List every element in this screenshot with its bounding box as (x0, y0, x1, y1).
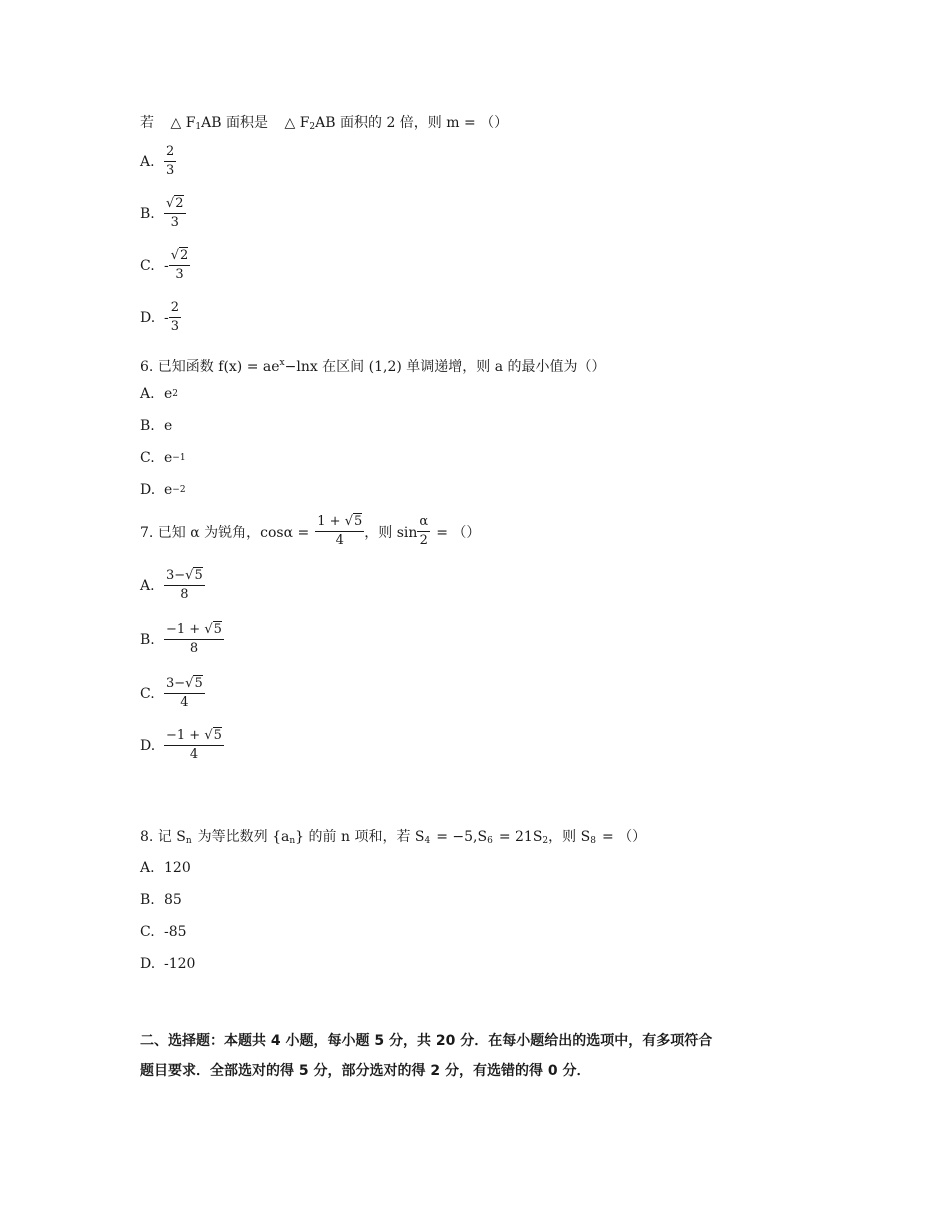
q7-stem: 7. 已知 α 为锐角，cosα = $\frac{1 + √5}{4}$ ，则 sin $\frac{\alpha}{2}$ = （） (140, 514, 481, 548)
q6-option-b[interactable]: B. e (140, 418, 173, 434)
q5-stem: 若 △ $F_1AB$ 面积是 △ $F_2AB$ 面积的 2 倍，则 m = （） (140, 115, 509, 132)
q6-option-d[interactable]: D. e −2 (140, 482, 186, 498)
q7-option-b[interactable]: B. $\frac{-1 + √5}{8}$ (140, 622, 222, 656)
fraction: $\frac{3-√5}{8}$ (166, 568, 203, 602)
q8-option-c[interactable]: C. -85 (140, 924, 187, 940)
section-2-heading-line1: 二、选择题：本题共 4 小题，每小题 5 分，共 20 分．在每小题给出的选项中，有多项符合 (140, 1033, 713, 1049)
section-2-heading-line2: 题目要求．全部选对的得 5 分，部分选对的得 2 分，有选错的得 0 分． (140, 1063, 591, 1079)
fraction: $\frac{1 + √5}{4}$ (317, 514, 363, 548)
q8-stem: 8. 记 $S_n$ 为等比数列 $\{a_n\}$ 的前 n 项和，若 $S_4 = -5,S_6 = 21S_2$，则 $S_8$ = （） (140, 829, 647, 846)
triangle-icon: △ (284, 115, 296, 131)
fraction: $\frac{√2}{3}$ (170, 248, 189, 282)
fraction: $\frac{\alpha}{2}$ (419, 514, 429, 548)
q5-option-c[interactable]: C. - $\frac{√2}{3}$ (140, 248, 189, 282)
q8-option-d[interactable]: D. -120 (140, 956, 196, 972)
q6-stem: 6. 已知函数 $f(x) = ae^x-\ln x$ 在区间 (1,2) 单调递增，则 a 的最小值为（） (140, 358, 606, 375)
q6-option-a[interactable]: A. e 2 (140, 386, 179, 402)
fraction: $\frac{-1 + √5}{8}$ (166, 622, 222, 656)
q7-option-d[interactable]: D. $\frac{-1 + √5}{4}$ (140, 728, 222, 762)
q8-option-b[interactable]: B. 85 (140, 892, 182, 908)
fraction: $\frac{-1 + √5}{4}$ (166, 728, 222, 762)
q5-option-d[interactable]: D. - $\frac{2}{3}$ (140, 300, 180, 334)
triangle-icon: △ (170, 115, 182, 131)
fraction: $\frac{3-√5}{4}$ (166, 676, 203, 710)
q6-option-c[interactable]: C. e −1 (140, 450, 186, 466)
fraction: $\frac{√2}{3}$ (166, 196, 184, 230)
q5-option-a[interactable]: A. $\frac{2}{3}$ (140, 144, 175, 178)
fraction: $\frac{2}{3}$ (166, 144, 175, 178)
q7-option-a[interactable]: A. $\frac{3-√5}{8}$ (140, 568, 203, 602)
q7-option-c[interactable]: C. $\frac{3-√5}{4}$ (140, 676, 203, 710)
q5-option-b[interactable]: B. $\frac{√2}{3}$ (140, 196, 184, 230)
fraction: $\frac{2}{3}$ (170, 300, 180, 334)
q8-option-a[interactable]: A. 120 (140, 860, 191, 876)
